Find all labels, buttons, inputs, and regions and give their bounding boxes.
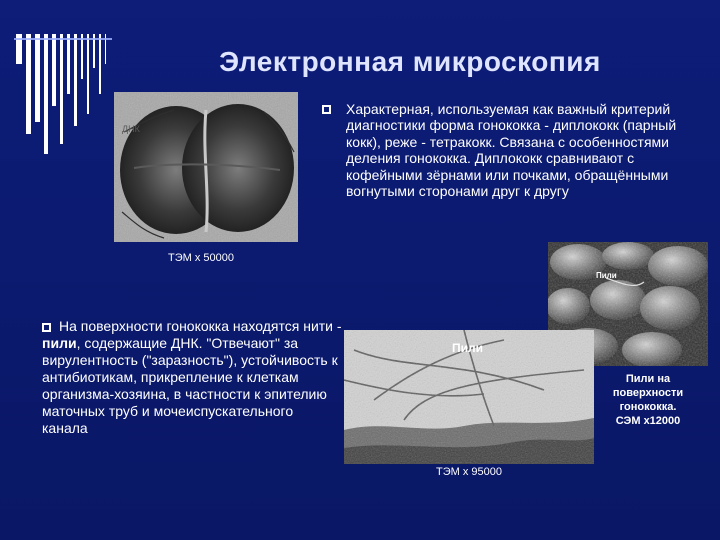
caption-sem-line-4: СЭМ х12000: [615, 415, 681, 427]
left-text-bold: пили: [42, 335, 77, 351]
pili-tem-image: [344, 330, 594, 464]
caption-sem-line-2: поверхности: [612, 387, 684, 399]
caption-tem-50000: ТЭМ х 50000: [168, 252, 234, 264]
caption-tem-95000: ТЭМ х 95000: [436, 466, 502, 478]
top-bullet: [322, 100, 690, 200]
diplococcus-tem-image: [114, 92, 298, 242]
caption-sem-line-3: гонококка.: [619, 401, 677, 413]
left-bullet: [42, 318, 342, 437]
bullet-square-icon: [322, 105, 331, 114]
photo-2-label: Пили: [596, 271, 617, 280]
bullet-square-icon: [42, 323, 51, 332]
slide-title: Электронная микроскопия: [219, 46, 601, 77]
caption-sem-12000: [600, 372, 696, 428]
left-text-after: , содержащие ДНК. "Отвечают" за вирулентность ("заразность"), устойчивость к антибиотикам, прикрепление к клеткам организма-хозяина, в частности к эпителию маточных труб и мочеиспускательного канала: [42, 335, 338, 436]
left-text-before: На поверхности гонококка находятся нити -: [59, 318, 342, 334]
photo-3-label: Пили: [452, 341, 484, 355]
photo-1-label: ДНК: [122, 124, 140, 134]
caption-sem-line-1: Пили на: [625, 373, 671, 385]
top-bullet-text: Характерная, используемая как важный критерий диагностики форма гонококка - диплококк (парный кокк), реже - тетракокк. Связана с особенностями деления гонококка. Диплококк сравнивают с кофейными зёрнами или почками, обращёнными вогнутыми сторонами друг к другу: [346, 100, 677, 199]
